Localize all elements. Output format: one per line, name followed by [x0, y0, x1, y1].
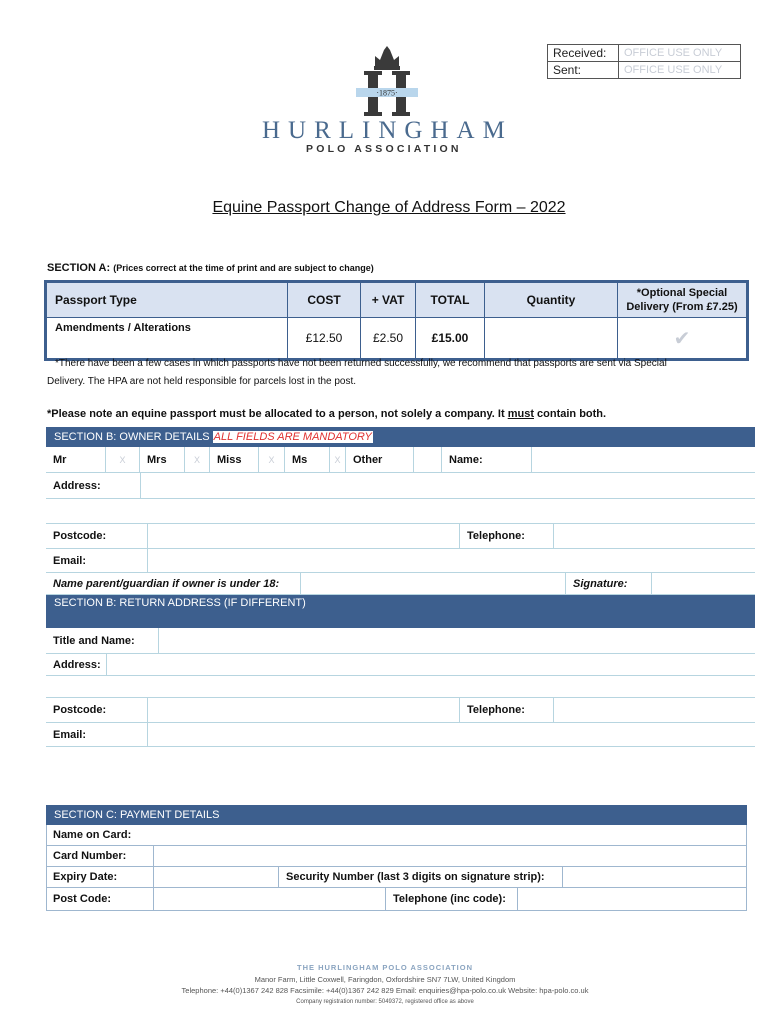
section-b-return-header: SECTION B: RETURN ADDRESS (IF DIFFERENT) — [46, 595, 755, 628]
owner-address-input-2[interactable] — [46, 499, 755, 523]
title-other-input[interactable] — [414, 447, 442, 472]
footer-contact: Telephone: +44(0)1367 242 828 Facsimile: +44(0)1367 242 829 Email: enquiries@hpa-polo.co.uk Website: hpa-polo.co.uk — [181, 986, 589, 995]
return-address-label: Address: — [46, 654, 107, 675]
section-a-label: SECTION A: (Prices correct at the time of print and are subject to change) — [47, 262, 374, 274]
title-ms-label: Ms — [285, 447, 330, 472]
owner-name-input[interactable] — [532, 447, 755, 472]
owner-postcode-label: Postcode: — [46, 524, 148, 548]
passport-type-cell: Amendments / Alterations — [46, 318, 288, 360]
passport-fee-table — [44, 280, 749, 361]
delivery-footnote — [47, 355, 755, 391]
card-number-row — [46, 846, 747, 867]
card-name-row — [46, 825, 747, 846]
section-b-owner-header: SECTION B: OWNER DETAILS ALL FIELDS ARE MANDATORY — [46, 427, 755, 447]
return-telephone-input[interactable] — [554, 698, 755, 722]
received-field[interactable]: OFFICE USE ONLY — [619, 45, 741, 62]
return-address-row-2 — [46, 676, 755, 698]
header-cost: COST — [288, 282, 361, 318]
owner-postcode-row — [46, 524, 755, 549]
quantity-input[interactable] — [485, 318, 618, 360]
header-quantity: Quantity — [485, 282, 618, 318]
post-code-input[interactable] — [154, 888, 386, 910]
owner-name-label: Name: — [442, 447, 532, 472]
title-miss-label: Miss — [210, 447, 259, 472]
ownership-note: *Please note an equine passport must be allocated to a person, not solely a company. It must contain both. — [47, 408, 607, 420]
title-mrs-label: Mrs — [140, 447, 185, 472]
return-address-input-2[interactable] — [46, 676, 755, 697]
received-label: Received: — [548, 45, 619, 62]
logo-subtitle: POLO ASSOCIATION — [306, 143, 462, 155]
page-title: Equine Passport Change of Address Form – 2022 — [212, 199, 566, 216]
return-email-label: Email: — [46, 723, 148, 746]
return-address-input-1[interactable] — [107, 654, 755, 675]
signature-input[interactable] — [652, 573, 755, 594]
guardian-row — [46, 573, 755, 595]
title-ms-checkbox[interactable]: X — [330, 447, 346, 472]
return-address-row — [46, 654, 755, 676]
return-postcode-input[interactable] — [148, 698, 460, 722]
owner-email-input[interactable] — [148, 549, 755, 572]
sent-label: Sent: — [548, 62, 619, 79]
owner-email-label: Email: — [46, 549, 148, 572]
owner-address-input-1[interactable] — [141, 473, 755, 498]
guardian-label: Name parent/guardian if owner is under 18: — [46, 573, 301, 594]
owner-telephone-label: Telephone: — [460, 524, 554, 548]
name-on-card-label[interactable]: Name on Card: — [53, 829, 132, 841]
security-number-input[interactable] — [563, 867, 747, 887]
title-mr-label: Mr — [46, 447, 106, 472]
return-telephone-label: Telephone: — [460, 698, 554, 722]
owner-title-row — [46, 447, 755, 473]
guardian-input[interactable] — [301, 573, 566, 594]
sent-field[interactable]: OFFICE USE ONLY — [619, 62, 741, 79]
owner-postcode-input[interactable] — [148, 524, 460, 548]
payment-telephone-label: Telephone (inc code): — [386, 888, 518, 910]
expiry-row — [46, 867, 747, 888]
office-use-box — [547, 44, 741, 79]
header-total: TOTAL — [416, 282, 485, 318]
total-cell: £15.00 — [416, 318, 485, 360]
table-header-row — [46, 282, 748, 318]
owner-address-row-2 — [46, 499, 755, 524]
card-number-label: Card Number: — [46, 846, 154, 866]
post-code-row — [46, 888, 747, 910]
title-mr-checkbox[interactable]: X — [106, 447, 140, 472]
header-passport-type: Passport Type — [46, 282, 288, 318]
header-special-delivery: *Optional Special Delivery (From £7.25) — [618, 282, 748, 318]
title-mrs-checkbox[interactable]: X — [185, 447, 210, 472]
header-vat: + VAT — [361, 282, 416, 318]
return-email-input[interactable] — [148, 723, 755, 746]
svg-text:·1875·: ·1875· — [376, 88, 398, 98]
payment-telephone-input[interactable] — [518, 888, 747, 910]
table-row — [46, 318, 748, 360]
return-postcode-label: Postcode: — [46, 698, 148, 722]
cost-cell: £12.50 — [288, 318, 361, 360]
footer-company: Company registration number: 5049372, registered office as above — [296, 999, 474, 1005]
return-title-name-input[interactable] — [159, 628, 755, 653]
return-name-row — [46, 628, 755, 654]
expiry-date-input[interactable] — [154, 867, 279, 887]
title-miss-checkbox[interactable]: X — [259, 447, 285, 472]
return-title-name-label: Title and Name: — [46, 628, 159, 653]
section-c-header: SECTION C: PAYMENT DETAILS — [46, 805, 747, 825]
footnote-line-2: Delivery. The HPA are not held responsible for parcels lost in the post. — [47, 376, 357, 387]
return-email-row — [46, 723, 755, 747]
footer-org: THE HURLINGHAM POLO ASSOCIATION — [297, 963, 473, 972]
card-number-input[interactable] — [154, 846, 747, 866]
owner-email-row — [46, 549, 755, 573]
special-delivery-checkbox[interactable]: ✔ — [618, 318, 748, 360]
expiry-date-label: Expiry Date: — [46, 867, 154, 887]
signature-label: Signature: — [566, 573, 652, 594]
section-a-note: (Prices correct at the time of print and are subject to change) — [113, 263, 374, 273]
mandatory-flag: ALL FIELDS ARE MANDATORY — [213, 431, 372, 443]
title-other-label: Other — [346, 447, 414, 472]
owner-telephone-input[interactable] — [554, 524, 755, 548]
return-postcode-row — [46, 698, 755, 723]
owner-address-row — [46, 473, 755, 499]
vat-cell: £2.50 — [361, 318, 416, 360]
logo-wordmark: HURLINGHAM — [262, 117, 513, 144]
footer-address: Manor Farm, Little Coxwell, Faringdon, Oxfordshire SN7 7LW, United Kingdom — [254, 975, 516, 984]
owner-address-label: Address: — [46, 473, 141, 498]
hurlingham-crest-logo — [348, 44, 426, 118]
footnote-line-1: *There have been a few cases in which passports have not been returned successfully, we recommend that passports are sent via Special — [55, 358, 667, 369]
post-code-label: Post Code: — [46, 888, 154, 910]
security-number-label: Security Number (last 3 digits on signature strip): — [279, 867, 563, 887]
